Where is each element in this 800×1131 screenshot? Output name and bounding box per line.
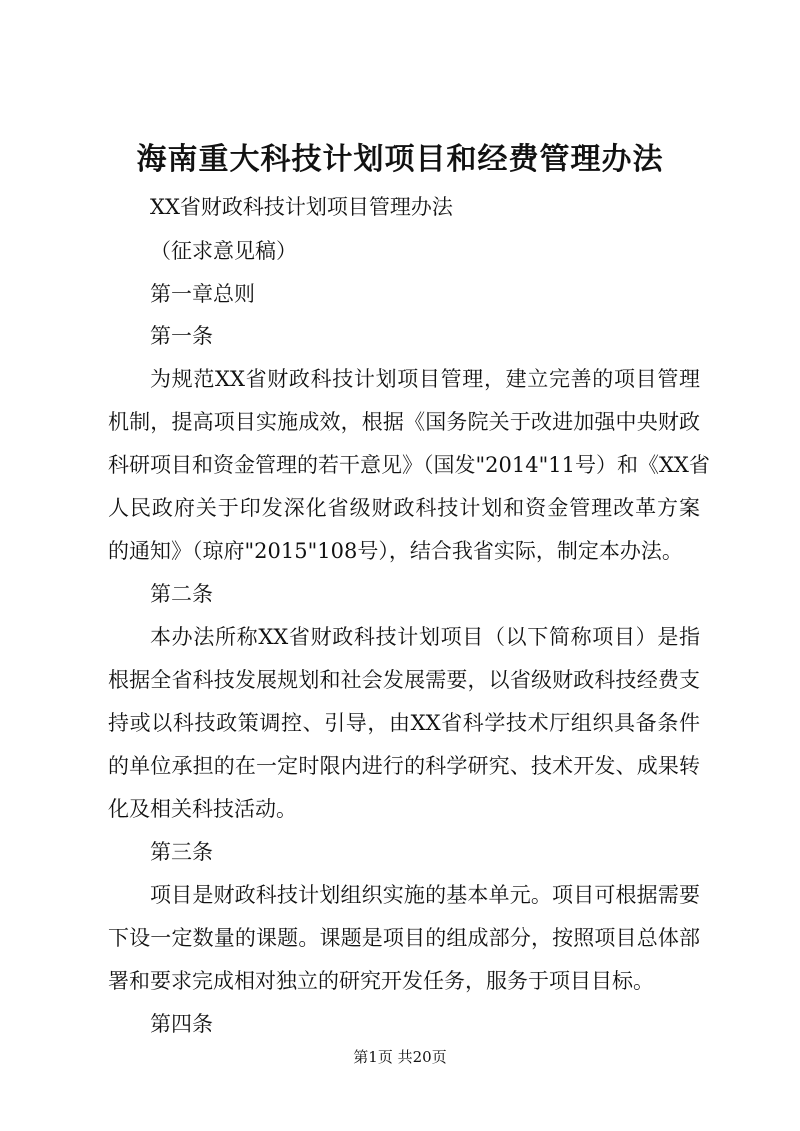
article-3-heading: 第三条 bbox=[150, 840, 213, 864]
article-2-heading: 第二条 bbox=[150, 582, 213, 606]
article-2-line: 根据全省科技发展规划和社会发展需要，以省级财政科技经费支 bbox=[108, 668, 700, 692]
document-title: 海南重大科技计划项目和经费管理办法 bbox=[136, 142, 664, 177]
article-2-line: 持或以科技政策调控、引导，由XX省科学技术厅组织具备条件 bbox=[108, 711, 700, 735]
article-1-line: 机制，提高项目实施成效，根据《国务院关于改进加强中央财政 bbox=[108, 410, 700, 434]
article-2-line: 本办法所称XX省财政科技计划项目（以下简称项目）是指 bbox=[150, 625, 700, 649]
article-2-line: 化及相关科技活动。 bbox=[108, 797, 297, 821]
article-3-line: 下设一定数量的课题。课题是项目的组成部分，按照项目总体部 bbox=[108, 926, 700, 950]
article-1-heading: 第一条 bbox=[150, 324, 213, 348]
document-subtitle: XX省财政科技计划项目管理办法 bbox=[150, 195, 453, 219]
article-1-line: 科研项目和资金管理的若干意见》（国发"2014"11号）和《XX省 bbox=[108, 453, 710, 477]
article-4-heading: 第四条 bbox=[150, 1012, 213, 1036]
article-1-line: 为规范XX省财政科技计划项目管理，建立完善的项目管理 bbox=[150, 367, 700, 391]
page-indicator: 第1页 共20页 bbox=[353, 1048, 447, 1066]
article-3-line: 项目是财政科技计划组织实施的基本单元。项目可根据需要 bbox=[150, 883, 700, 907]
chapter-heading: 第一章总则 bbox=[150, 282, 255, 306]
draft-note: （征求意见稿） bbox=[150, 239, 297, 263]
article-2-line: 的单位承担的在一定时限内进行的科学研究、技术开发、成果转 bbox=[108, 754, 700, 778]
article-1-line: 的通知》（琼府"2015"108号），结合我省实际，制定本办法。 bbox=[108, 539, 683, 563]
article-1-line: 人民政府关于印发深化省级财政科技计划和资金管理改革方案 bbox=[108, 496, 700, 520]
article-3-line: 署和要求完成相对独立的研究开发任务，服务于项目目标。 bbox=[108, 969, 654, 993]
